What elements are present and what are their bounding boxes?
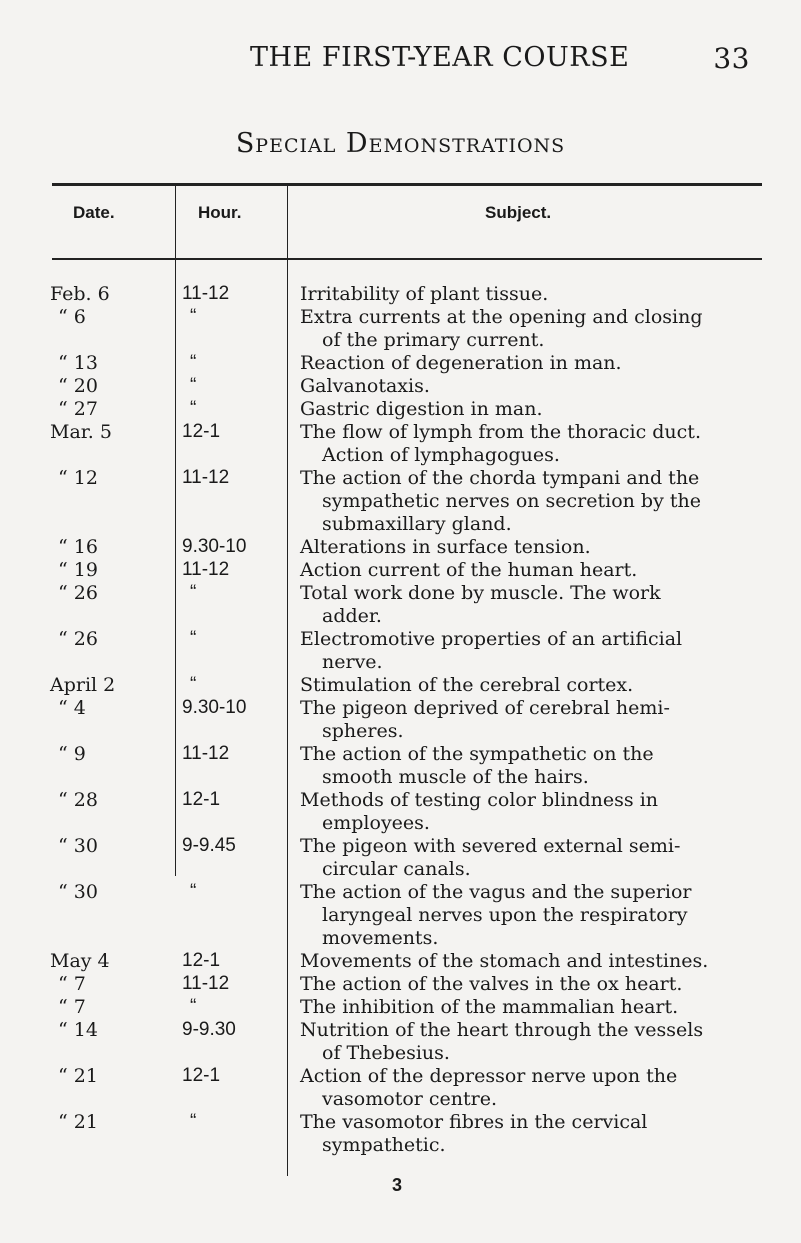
subject-line: nerve.	[322, 651, 383, 673]
subject-line: The flow of lymph from the thoracic duct.	[300, 421, 701, 443]
subject-line: Movements of the stomach and intestines.	[300, 950, 709, 972]
row-hour: 9-9.45	[182, 835, 236, 856]
row-date: Feb. 6	[50, 283, 110, 305]
col-header-subject: Subject.	[485, 203, 552, 222]
subject-line: Reaction of degeneration in man.	[300, 352, 622, 374]
running-header	[60, 42, 750, 82]
subject-line: Irritability of plant tissue.	[300, 283, 549, 305]
row-hour: “	[190, 674, 197, 695]
column-divider-2	[287, 186, 288, 1176]
subject-line: Galvanotaxis.	[300, 375, 430, 397]
running-title: THE FIRST-YEAR COURSE	[250, 42, 630, 73]
row-subject	[300, 352, 740, 375]
row-date: “ 14	[58, 1019, 98, 1041]
subject-line: The vasomotor fibres in the cervical	[300, 1111, 648, 1133]
row-hour: 11-12	[182, 973, 230, 994]
row-hour: 12-1	[182, 1065, 221, 1086]
row-date: “ 27	[58, 398, 98, 420]
row-date: “ 6	[58, 306, 86, 328]
col-header-date: Date.	[73, 203, 115, 222]
row-date: “ 16	[58, 536, 98, 558]
subject-line: The pigeon with severed external semi-	[300, 835, 681, 857]
row-subject	[300, 628, 740, 674]
row-subject	[300, 283, 740, 306]
subject-line: submaxillary gland.	[322, 513, 512, 535]
row-subject	[300, 697, 740, 743]
row-date: “ 28	[58, 789, 98, 811]
subject-line: The action of the sympathetic on the	[300, 743, 654, 765]
subject-line: Nutrition of the heart through the vessels	[300, 1019, 704, 1041]
subject-line: The action of the vagus and the superior	[300, 881, 692, 903]
row-date: “ 20	[58, 375, 98, 397]
row-subject	[300, 398, 740, 421]
row-subject	[300, 536, 740, 559]
subject-line: Electromotive properties of an artificial	[300, 628, 683, 650]
row-date: “ 30	[58, 881, 98, 903]
row-date: Mar. 5	[50, 421, 112, 443]
subject-line: Action current of the human heart.	[300, 559, 638, 581]
row-date: “ 9	[58, 743, 86, 765]
row-hour: 12-1	[182, 421, 221, 442]
subject-line: circular canals.	[322, 858, 471, 880]
row-date: “ 7	[58, 973, 86, 995]
subject-line: movements.	[322, 927, 439, 949]
subject-line: Total work done by muscle. The work	[300, 582, 661, 604]
subject-line: employees.	[322, 812, 430, 834]
row-hour: “	[190, 375, 197, 396]
subject-line: Gastric digestion in man.	[300, 398, 543, 420]
row-subject	[300, 1019, 740, 1065]
row-subject	[300, 1111, 740, 1157]
col-header-hour: Hour.	[198, 203, 242, 222]
row-date: May 4	[50, 950, 110, 972]
page-number: 33	[713, 42, 750, 75]
row-hour: 11-12	[182, 559, 230, 580]
row-hour: “	[190, 306, 197, 327]
subject-line: of Thebesius.	[322, 1042, 450, 1064]
subject-line: smooth muscle of the hairs.	[322, 766, 589, 788]
row-hour: “	[190, 1111, 197, 1132]
subject-line: The action of the valves in the ox heart.	[300, 973, 683, 995]
subject-line: Action of the depressor nerve upon the	[300, 1065, 678, 1087]
row-subject	[300, 582, 740, 628]
row-subject	[300, 996, 740, 1019]
row-hour: 11-12	[182, 467, 230, 488]
row-subject	[300, 559, 740, 582]
subject-line: The inhibition of the mammalian heart.	[300, 996, 679, 1018]
subject-line: vasomotor centre.	[322, 1088, 498, 1110]
subject-line: The action of the chorda tympani and the	[300, 467, 700, 489]
row-hour: “	[190, 582, 197, 603]
row-date: “ 21	[58, 1111, 98, 1133]
row-hour: 9-9.30	[182, 1019, 236, 1040]
row-subject	[300, 950, 740, 973]
subject-line: spheres.	[322, 720, 404, 742]
row-date: “ 26	[58, 582, 98, 604]
row-hour: “	[190, 398, 197, 419]
row-date: “ 19	[58, 559, 98, 581]
row-hour: 11-12	[182, 743, 230, 764]
subject-line: sympathetic.	[322, 1134, 446, 1156]
subject-line: Alterations in surface tension.	[300, 536, 591, 558]
row-hour: 9.30-10	[182, 536, 247, 557]
row-subject	[300, 881, 740, 950]
row-hour: “	[190, 881, 197, 902]
header-bottom-rule	[52, 258, 762, 260]
subject-line: sympathetic nerves on secretion by the	[322, 490, 701, 512]
row-subject	[300, 743, 740, 789]
subject-line: of the primary current.	[322, 329, 545, 351]
row-hour: “	[190, 628, 197, 649]
row-subject	[300, 835, 740, 881]
row-date: “ 30	[58, 835, 98, 857]
row-subject	[300, 467, 740, 536]
row-hour: “	[190, 996, 197, 1017]
subject-line: The pigeon deprived of cerebral hemi-	[300, 697, 670, 719]
subject-line: laryngeal nerves upon the respiratory	[322, 904, 688, 926]
row-hour: “	[190, 352, 197, 373]
row-subject	[300, 674, 740, 697]
row-hour: 11-12	[182, 283, 230, 304]
row-date: “ 26	[58, 628, 98, 650]
table-top-rule	[52, 183, 762, 186]
row-subject	[300, 421, 740, 467]
row-subject	[300, 1065, 740, 1111]
row-subject	[300, 306, 740, 352]
row-date: “ 21	[58, 1065, 98, 1087]
row-subject	[300, 375, 740, 398]
row-date: “ 4	[58, 697, 86, 719]
subject-line: Action of lymphagogues.	[322, 444, 560, 466]
row-hour: 9.30-10	[182, 697, 247, 718]
row-date: “ 13	[58, 352, 98, 374]
row-hour: 12-1	[182, 789, 221, 810]
signature-mark: 3	[392, 1175, 403, 1195]
subject-line: Stimulation of the cerebral cortex.	[300, 674, 634, 696]
row-date: “ 7	[58, 996, 86, 1018]
subject-line: Extra currents at the opening and closing	[300, 306, 703, 328]
column-divider-1	[175, 186, 176, 876]
subject-line: Methods of testing color blindness in	[300, 789, 659, 811]
row-subject	[300, 789, 740, 835]
row-hour: 12-1	[182, 950, 221, 971]
row-date: April 2	[50, 674, 116, 696]
row-subject	[300, 973, 740, 996]
row-date: “ 12	[58, 467, 98, 489]
section-title: Special Demonstrations	[235, 128, 566, 159]
subject-line: adder.	[322, 605, 382, 627]
